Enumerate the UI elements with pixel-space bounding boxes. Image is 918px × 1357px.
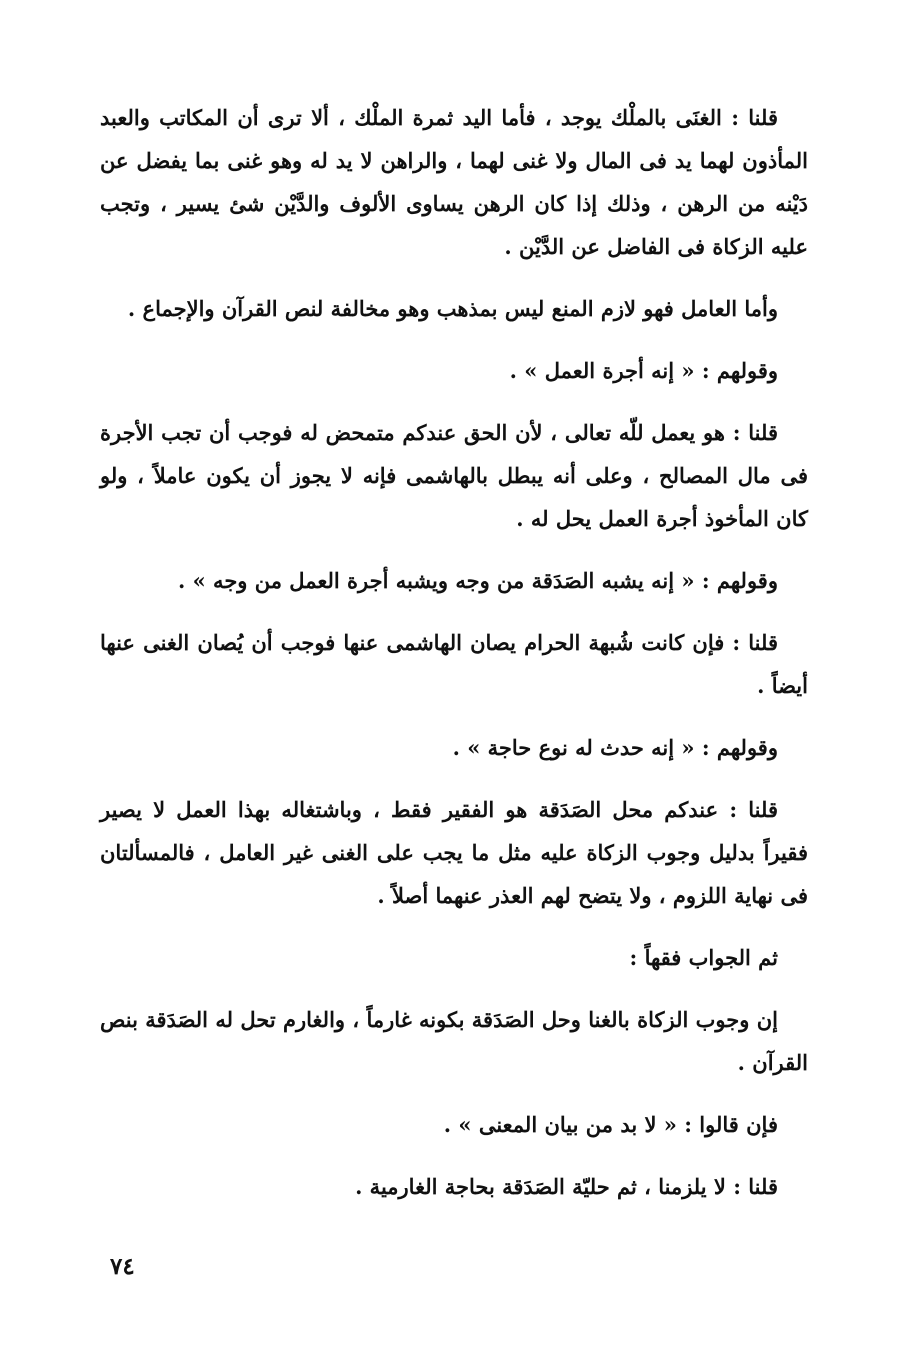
paragraph-4: قلنا : هو يعمل للّه تعالى ، لأن الحق عندكم متمحض له فوجب أن تجب الأجرة فى مال المصالح ، وعلى أنه يبطل بالهاشمى فإنه لا يجوز أن يكون عاملاً ، ولو كان المأخوذ أجرة العمل يحل له . <box>100 420 808 531</box>
page-number: ٧٤ <box>110 1253 135 1280</box>
paragraph-6: قلنا : فإن كانت شُبهة الحرام يصان الهاشمى عنها فوجب أن يُصان الغنى عنها أيضاً . <box>100 630 808 698</box>
paragraph-11: فإن قالوا : « لا بد من بيان المعنى » . <box>443 1112 778 1137</box>
paragraph-12: قلنا : لا يلزمنا ، ثم حليّة الصَدَقة بحاجة الغارمية . <box>355 1174 778 1199</box>
paragraph-2: وأما العامل فهو لازم المنع ليس بمذهب وهو مخالفة لنص القرآن والإجماع . <box>127 296 778 321</box>
paragraph-1: قلنا : الغنَى بالملْك يوجد ، فأما اليد ثمرة الملْك ، ألا ترى أن المكاتب والعبد المأذون لهما يد فى المال ولا غنى لهما ، والراهن لا يد له وهو غنى بما يفضل عن دَيْنه من الرهن ، وذلك إذا كان الرهن يساوى الألوف والدَّيْن شئ يسير ، وتجب عليه الزكاة فى الفاضل عن الدَّيْن . <box>100 105 808 259</box>
paragraph-3: وقولهم : « إنه أجرة العمل » . <box>509 358 778 383</box>
paragraph-8: قلنا : عندكم محل الصَدَقة هو الفقير فقط ، وباشتغاله بهذا العمل لا يصير فقيراً بدليل وجوب الزكاة عليه مثل ما يجب على الغنى غير العامل ، فالمسألتان فى نهاية اللزوم ، ولا يتضح لهم العذر عنهما أصلاً . <box>100 797 808 908</box>
paragraph-9: ثم الجواب فقهاً : <box>629 945 778 970</box>
paragraph-10: إن وجوب الزكاة بالغنا وحل الصَدَقة بكونه غارماً ، والغارم تحل له الصَدَقة بنص القرآن . <box>100 1007 808 1075</box>
paragraph-7: وقولهم : « إنه حدث له نوع حاجة » . <box>452 735 778 760</box>
paragraph-5: وقولهم : « إنه يشبه الصَدَقة من وجه ويشبه أجرة العمل من وجه » . <box>178 568 778 593</box>
page-body-text <box>100 96 808 1227</box>
